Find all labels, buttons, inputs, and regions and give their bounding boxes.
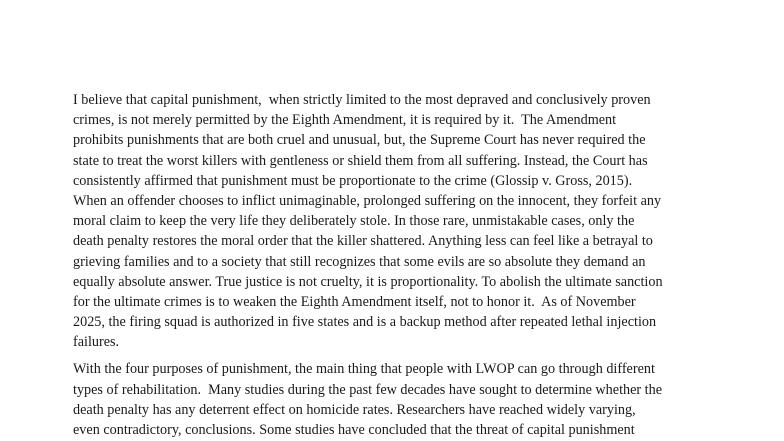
text-line: grieving families and to a society that still recognizes that some evils are so absolute they demand an (73, 253, 646, 270)
text-line: prohibits punishments that are both cruel and unusual, but, the Supreme Court has never required the (73, 132, 646, 149)
text-line: equally absolute answer. True justice is not cruelty, it is proportionality. To abolish the ultimate sanction (73, 273, 663, 290)
paragraph-1 (73, 90, 715, 352)
text-line: failures. (73, 334, 120, 351)
text-line: for the ultimate crimes is to weaken the Eighth Amendment itself, not to honor it. As of November (73, 293, 636, 310)
text-line: When an offender chooses to inflict unimaginable, prolonged suffering on the innocent, they forfeit any (73, 192, 662, 209)
text-line: With the four purposes of punishment, the main thing that people with LWOP can go through different (73, 361, 655, 378)
text-line: death penalty has any deterrent effect on homicide rates. Researchers have reached widely varying, (73, 401, 636, 418)
text-line: consistently affirmed that punishment must be proportionate to the crime (Glossip v. Gross, 2015). (73, 172, 633, 189)
text-line: 2025, the firing squad is authorized in five states and is a backup method after repeated lethal injection (73, 314, 657, 331)
text-line: I believe that capital punishment, when strictly limited to the most depraved and conclusively proven (73, 92, 651, 108)
paragraph-spacing (73, 352, 715, 359)
document-body (73, 90, 715, 440)
text-line: death penalty restores the moral order that the killer shattered. Anything less can feel like a betrayal to (73, 233, 653, 250)
text-line: types of rehabilitation. Many studies during the past few decades have sought to determine whether the (73, 381, 663, 398)
text-line: even contradictory, conclusions. Some studies have concluded that the threat of capital punishment (73, 422, 635, 438)
text-line: crimes, is not merely permitted by the Eighth Amendment, it is required by it. The Amendment (73, 112, 617, 129)
paragraph-2 (73, 359, 715, 440)
text-line: moral claim to keep the very life they deliberately stole. In those rare, unmistakable cases, only the (73, 213, 635, 230)
text-line: state to treat the worst killers with gentleness or shield them from all suffering. Instead, the Court has (73, 152, 648, 169)
